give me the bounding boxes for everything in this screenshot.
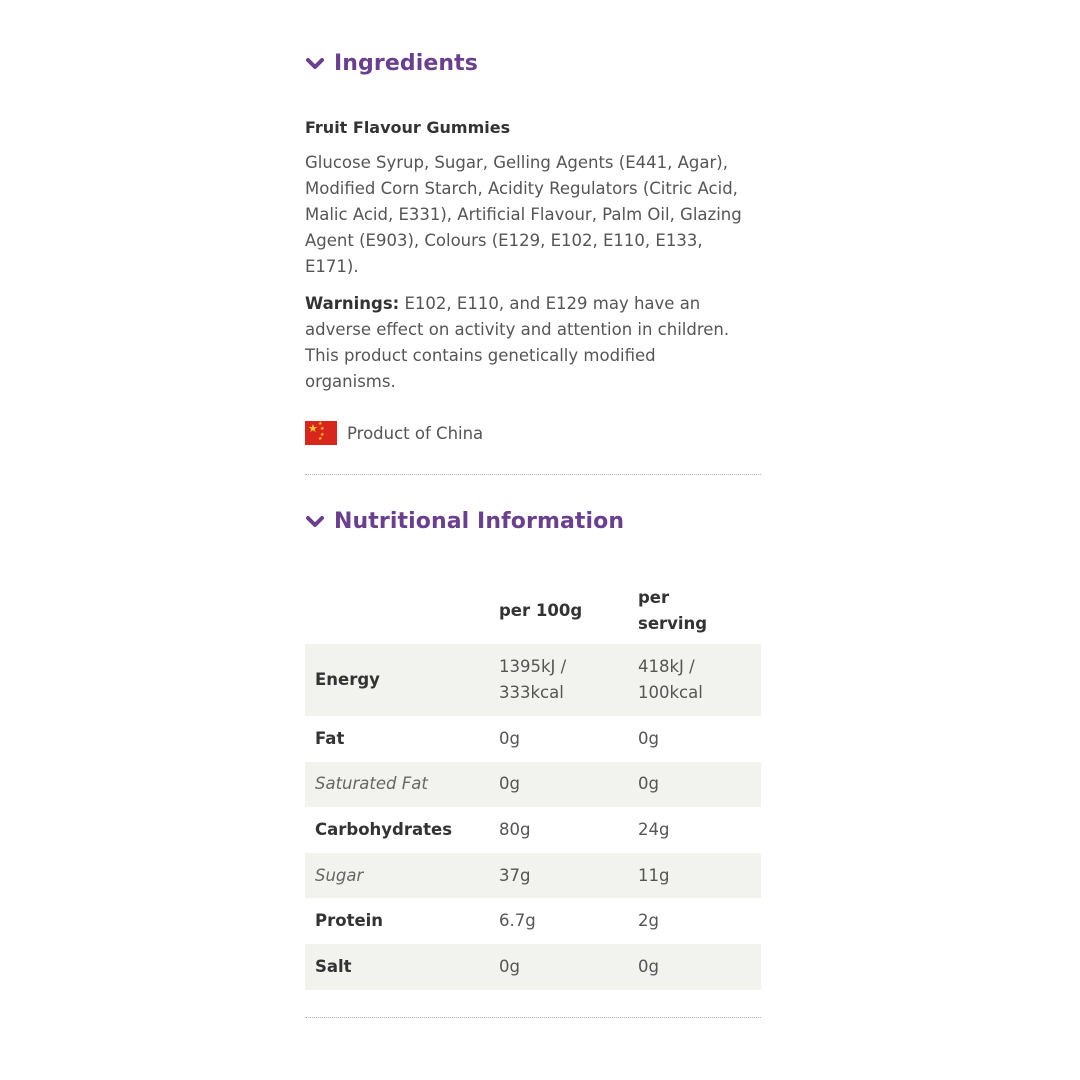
ingredients-title: Ingredients	[334, 51, 478, 76]
row-label: Saturated Fat	[305, 762, 489, 808]
per-serving-value: 0g	[628, 762, 761, 808]
table-row-energy	[305, 644, 761, 716]
chevron-down-icon	[305, 56, 325, 72]
table-row-salt	[305, 944, 761, 990]
table-row-protein	[305, 898, 761, 944]
per-100g-value: 0g	[489, 762, 628, 808]
per-100g-value: 80g	[499, 819, 531, 839]
warnings-label: Warnings:	[305, 294, 400, 313]
row-label: Protein	[315, 911, 384, 931]
table-row-sugar	[305, 853, 761, 899]
per-serving-value: 0g	[628, 944, 761, 990]
per-100g-value: 0g	[499, 728, 520, 748]
row-label: Salt	[305, 944, 489, 990]
table-row-fat	[305, 716, 761, 762]
ingredients-list: Glucose Syrup, Sugar, Gelling Agents (E441, Agar), Modified Corn Starch, Acidity Regulators (Citric Acid, Malic Acid, E331), Artificial Flavour, Palm Oil, Glazing Agent (E903), Colours (E129, E102, E110, E133, E171).	[305, 153, 742, 276]
header-empty	[305, 578, 489, 644]
header-per-100g: per 100g	[499, 601, 583, 620]
per-100g-value: 0g	[489, 944, 628, 990]
per-100g-value: 6.7g	[499, 911, 536, 931]
warnings-paragraph	[305, 291, 745, 395]
per-100g-value: 1395kJ / 333kcal	[489, 644, 628, 716]
row-label: Sugar	[305, 853, 489, 899]
per-serving-value: 24g	[638, 819, 670, 839]
row-label: Energy	[305, 644, 489, 716]
table-row-saturated-fat	[305, 762, 761, 808]
bottom-divider	[305, 1017, 761, 1018]
nutrition-title: Nutritional Information	[334, 509, 625, 534]
product-name: Fruit Flavour Gummies	[305, 118, 511, 137]
table-header-row	[305, 578, 761, 644]
per-100g-value: 37g	[489, 853, 628, 899]
section-divider	[305, 474, 761, 475]
row-label: Fat	[315, 728, 345, 748]
warnings-text: E102, E110, and E129 may have an adverse effect on activity and attention in children. This product contains genetically modified organisms.	[305, 294, 730, 391]
per-serving-value: 0g	[638, 728, 659, 748]
origin-label: Product of China	[347, 423, 484, 443]
nutrition-table	[305, 578, 761, 990]
row-label: Carbohydrates	[315, 819, 453, 839]
china-flag-icon: ★ ★ ★ ★ ★	[305, 421, 337, 445]
header-per-serving: per serving	[638, 588, 708, 633]
nutrition-toggle[interactable]	[305, 509, 624, 534]
table-row-carbohydrates	[305, 807, 761, 853]
country-of-origin	[305, 421, 483, 445]
per-serving-value: 418kJ / 100kcal	[628, 644, 761, 716]
ingredients-toggle[interactable]	[305, 51, 478, 76]
per-serving-value: 11g	[628, 853, 761, 899]
per-serving-value: 2g	[638, 911, 659, 931]
chevron-down-icon	[305, 514, 325, 530]
